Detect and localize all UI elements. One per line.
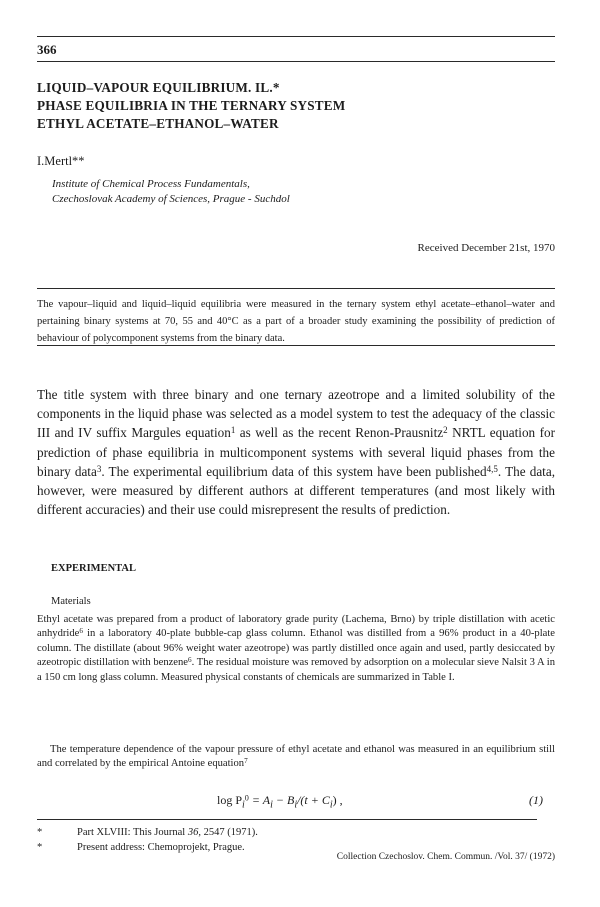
author-name: I.Mertl** [37,154,85,168]
intro-paragraph [37,385,555,519]
body-text: Ethyl acetate was prepared from a product of laboratory grade purity (Lachema, Brno) by triple distillation with acetic anhydride [37,614,555,640]
intro-text: . The data, however, were measured by different authors at different temperatures (and most likely with different accuracies) and their use could misrepresent the results of prediction. [37,463,555,518]
abstract-top-rule [37,288,555,289]
footnote-mark: * [37,842,43,853]
vapour-pressure-paragraph [37,743,555,772]
footnote-text: Present address: Chemoprojekt, Prague. [77,842,245,853]
reference-mark: 4,5 [486,463,498,474]
section-heading: EXPERIMENTAL [51,563,136,574]
intro-text: . The experimental equilibrium data of this system have been published [101,463,487,479]
intro-text: as well as the recent Renon-Prausnitz [235,425,444,441]
running-footer: Collection Czechoslov. Chem. Commun. /Vol. 37/ (1972) [336,852,555,862]
eq-part: 0 [244,793,249,803]
article-title [37,79,345,133]
title-line: PHASE EQUILIBRIA IN THE TERNARY SYSTEM [37,98,346,113]
intro-text: NRTL equation for prediction of phase equilibria in multicomponent systems with several liquid phases from the binary data [37,425,555,479]
affiliation-line: Institute of Chemical Process Fundamentals, [52,178,250,190]
footnote-rule [37,819,537,820]
title-line: ETHYL ACETATE–ETHANOL–WATER [37,116,279,131]
author-affiliation [52,177,290,207]
header-rule [37,61,555,62]
title-line: LIQUID–VAPOUR EQUILIBRIUM. IL.* [37,80,280,95]
reference-mark: 1 [230,425,236,436]
eq-part: i [242,799,245,811]
footnote-mark: * [37,827,43,838]
page-number: 366 [37,42,57,57]
eq-part: ) , [332,793,343,807]
abstract-bottom-rule [37,345,555,346]
eq-part: i [294,799,298,811]
footnote [37,842,245,853]
footnote-text: 36, [187,827,201,838]
reference-mark: 3 [96,463,102,474]
top-rule [37,36,555,37]
eq-part: i [329,799,333,811]
body-text: . The residual moisture was removed by adsorption on a molecular sieve Nalsit 3 A in a 150 cm long glass column. Measured physical constants of chemicals are summarized in Table I. [37,657,555,683]
eq-part: i [270,799,273,811]
footnote-text: Part XLVIII: This Journal [77,827,188,838]
received-date: Received December 21st, 1970 [417,242,555,254]
affiliation-line: Czechoslovak Academy of Sciences, Prague - Suchdol [52,193,290,205]
eq-part: = A [248,793,271,807]
footnote-text: 2547 (1971). [200,827,258,838]
body-text: The temperature dependence of the vapour pressure of ethyl acetate and ethanol was measured in an equilibrium still and correlated by the empirical Antoine equation [37,744,555,770]
materials-paragraph [37,613,555,685]
footnote [37,827,258,838]
reference-mark: 2 [443,425,448,436]
equation-number: (1) [529,793,543,807]
reference-mark: 7 [244,757,248,766]
body-text: in a laboratory 40-plate bubble-cap glass column. Ethanol was distilled from a 96% product in a 40-plate column. The distillate (about 96% weight water azeotrope) was partly distilled once again and used, partly desiccated by azeotropic distillation with benzene [37,628,555,669]
intro-text: The title system with three binary and one ternary azeotrope and a limited solubility of the components in the liquid phase was selected as a model system to test the adequacy of the classic III and IV suffix Margules equation [37,387,555,441]
subsection-heading: Materials [51,596,91,607]
eq-part: − B [272,793,295,807]
reference-mark: 6 [79,627,83,636]
abstract: The vapour–liquid and liquid–liquid equilibria were measured in the ternary system ethyl acetate–ethanol–water and pertaining binary systems at 70, 55 and 40°C as a part of a broader study examining the possibility of prediction of behaviour of polycomponent systems from the binary data. [37,299,555,344]
eq-part: /(t + C [297,793,330,807]
eq-part: log P [217,793,243,807]
equation-formula [217,793,343,810]
reference-mark: 6 [188,655,192,664]
